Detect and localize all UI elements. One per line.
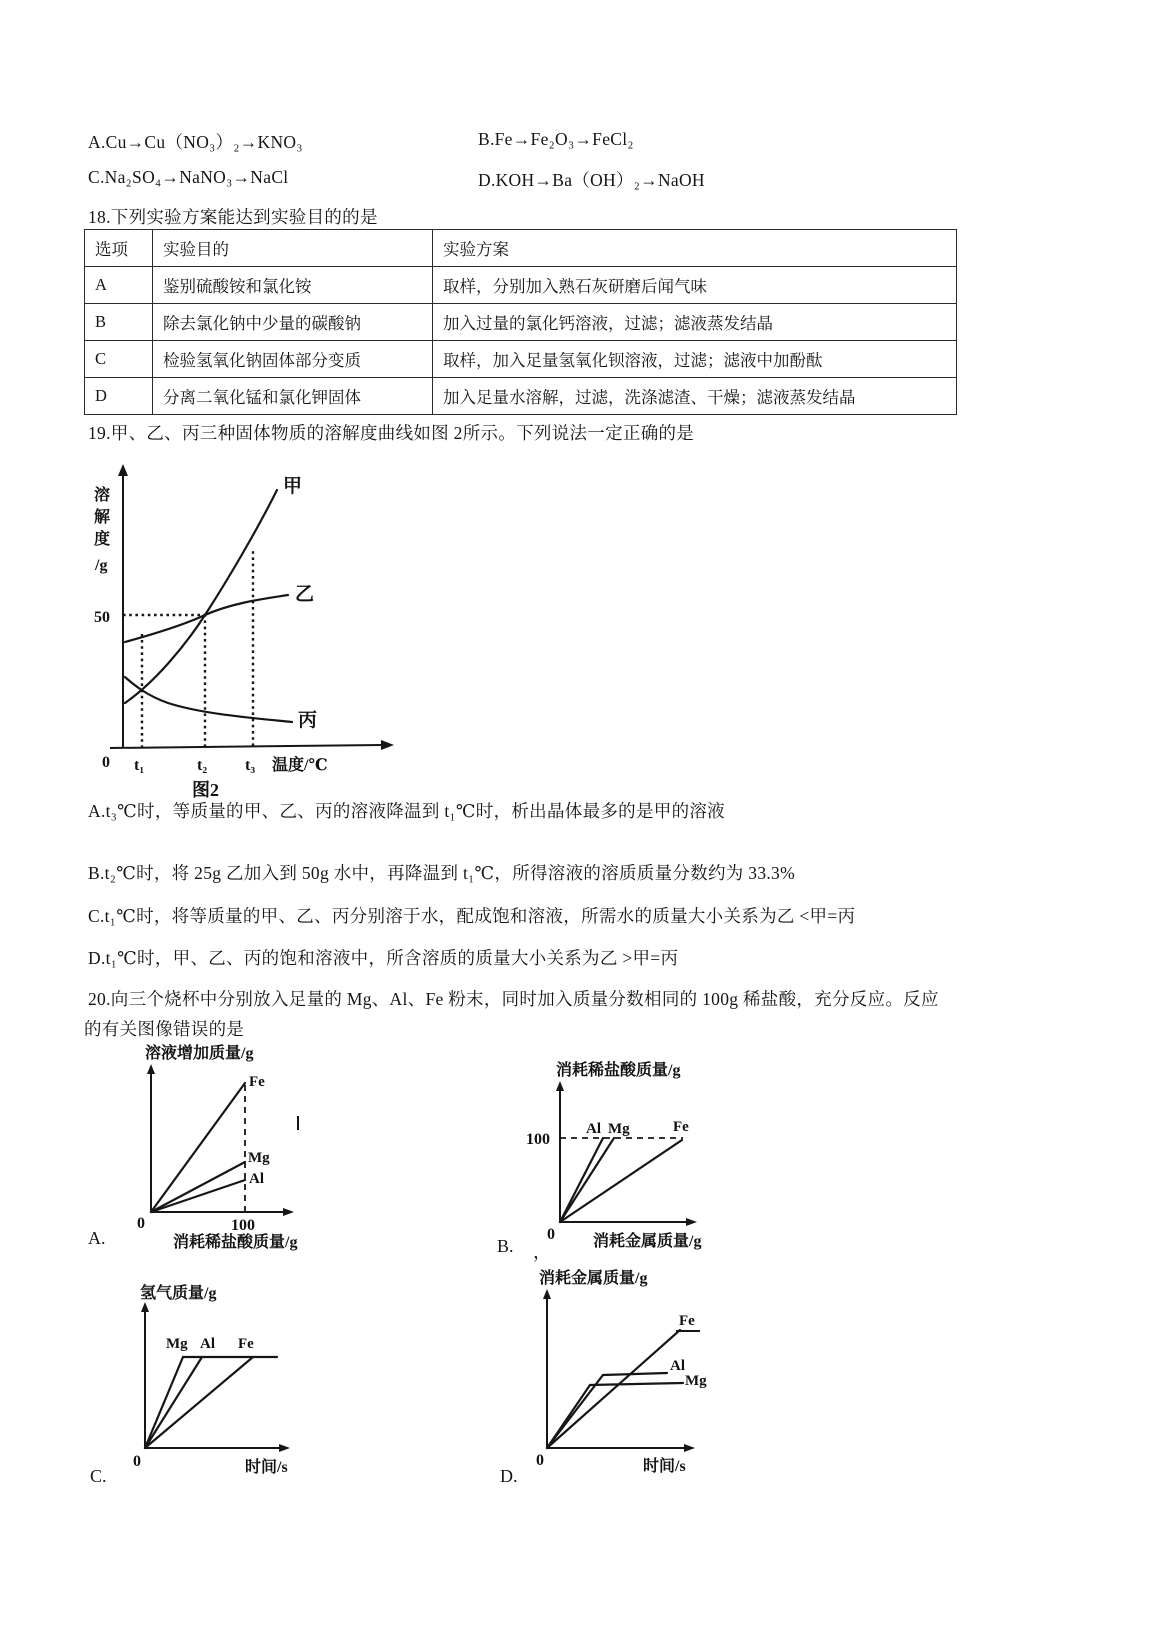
- chart-d-y-axis-arrow: [543, 1289, 551, 1299]
- q17-option-c: C.Na₂SO₄→NaNO₃→NaCl: [88, 167, 289, 187]
- q18-row-a-purpose: 鉴别硫酸铵和氯化铵: [153, 267, 433, 304]
- q20-chart-b: [490, 1055, 720, 1255]
- chart-d-label-al: Al: [670, 1358, 685, 1374]
- chart-a-origin: 0: [137, 1215, 145, 1232]
- chart-d-x-axis-arrow: [684, 1444, 695, 1452]
- q18-row-d-option: D: [85, 378, 153, 415]
- q18-header-option: 选项: [85, 230, 153, 267]
- chart-b-origin: 0: [547, 1226, 555, 1243]
- q18-row-b-purpose: 除去氯化钠中少量的碳酸钠: [153, 304, 433, 341]
- q18-row-d-purpose: 分离二氧化锰和氯化钾固体: [153, 378, 433, 415]
- chart-c-label-mg: Mg: [166, 1336, 188, 1352]
- q18-table-header-row: [85, 230, 957, 267]
- chart-c-ylabel: 氢气质量/g: [140, 1285, 217, 1302]
- q20-chart-d: [495, 1265, 745, 1480]
- chart-b-x-axis-arrow: [686, 1218, 697, 1226]
- x-tick-t3: t₃: [245, 757, 256, 774]
- q18-row-b-option: B: [85, 304, 153, 341]
- chart-b-ylabel: 消耗稀盐酸质量/g: [556, 1062, 681, 1079]
- chart-a-label-mg: Mg: [248, 1150, 270, 1166]
- q19-option-a: A.t₃℃时，等质量的甲、乙、丙的溶液降温到 t₁℃时，析出晶体最多的是甲的溶液: [88, 801, 725, 821]
- chart-a-xtick-100: 100: [231, 1217, 255, 1234]
- chart-c-line-al: [145, 1357, 202, 1448]
- q20-graph-c-letter: C.: [90, 1466, 107, 1486]
- curve-yi: [125, 595, 288, 642]
- x-axis-label: 温度/℃: [272, 757, 328, 774]
- table-row: [85, 341, 957, 378]
- chart-b-label-mg: Mg: [608, 1121, 630, 1137]
- y-axis-label-char1: 溶: [94, 487, 111, 504]
- y-tick-50: 50: [94, 609, 110, 626]
- q17-option-d: D.KOH→Ba（OH）₂→NaOH: [478, 170, 705, 190]
- q20-graph-d-letter: D.: [500, 1466, 518, 1486]
- q19-option-d: D.t₁℃时，甲、乙、丙的饱和溶液中，所含溶质的质量大小关系为乙 >甲=丙: [88, 948, 679, 968]
- q20-graph-a-letter: A.: [88, 1228, 106, 1248]
- q20-stem-line1: 20.向三个烧杯中分别放入足量的 Mg、Al、Fe 粉末，同时加入质量分数相同的 100g 稀盐酸，充分反应。反应: [88, 989, 939, 1009]
- chart-b-line-mg: [560, 1138, 614, 1222]
- curve-label-bing: 丙: [298, 710, 318, 731]
- chart-c-x-axis-arrow: [279, 1444, 290, 1452]
- q18-row-c-plan: 取样，加入足量氢氧化钡溶液，过滤；滤液中加酚酞: [433, 341, 957, 378]
- curve-label-yi: 乙: [295, 584, 315, 605]
- chart-b-label-fe: Fe: [673, 1119, 689, 1135]
- x-axis: [110, 745, 386, 748]
- chart-b-line-al: [560, 1138, 603, 1222]
- chart-b-xlabel: 消耗金属质量/g: [593, 1233, 702, 1250]
- q18-row-a-option: A: [85, 267, 153, 304]
- q20-stem-line2: 的有关图像错误的是: [84, 1019, 245, 1039]
- q18-stem: 18.下列实验方案能达到实验目的的是: [88, 207, 378, 227]
- chart-c-line-mg: [145, 1357, 277, 1448]
- x-axis-arrow: [381, 740, 394, 750]
- chart-b-label-al: Al: [586, 1121, 601, 1137]
- y-axis-arrow: [118, 464, 128, 476]
- chart-b-y-axis-arrow: [556, 1081, 564, 1091]
- q19-option-b: B.t₂℃时，将 25g 乙加入到 50g 水中，再降温到 t₁℃，所得溶液的溶质质量分数约为 33.3%: [88, 863, 795, 883]
- q20-graph-b-letter: B.: [497, 1236, 514, 1256]
- q17-option-a: A.Cu→Cu（NO₃）₂→KNO₃: [88, 132, 303, 152]
- q18-header-purpose: 实验目的: [153, 230, 433, 267]
- chart-b-ytick-100: 100: [526, 1131, 550, 1148]
- chart-d-ylabel: 消耗金属质量/g: [539, 1270, 648, 1287]
- chart-c-label-fe: Fe: [238, 1336, 254, 1352]
- figure-caption: 图2: [192, 780, 219, 800]
- chart-a-label-fe: Fe: [249, 1074, 265, 1090]
- table-row: [85, 378, 957, 415]
- chart-c-xlabel: 时间/s: [245, 1459, 288, 1476]
- y-axis-label-char3: 度: [94, 531, 111, 548]
- chart-b-line-fe: [560, 1140, 682, 1222]
- chart-a-y-axis-arrow: [147, 1064, 155, 1074]
- q18-row-b-plan: 加入过量的氯化钙溶液，过滤；滤液蒸发结晶: [433, 304, 957, 341]
- chart-a-line-fe: [151, 1083, 245, 1212]
- q19-option-c: C.t₁℃时，将等质量的甲、乙、丙分别溶于水，配成饱和溶液，所需水的质量大小关系为乙 <甲=丙: [88, 906, 856, 926]
- chart-a-ylabel: 溶液增加质量/g: [145, 1045, 254, 1062]
- chart-a-line-al: [151, 1180, 245, 1212]
- solubility-chart: [80, 450, 420, 802]
- chart-a-label-al: Al: [249, 1171, 264, 1187]
- q19-stem: 19.甲、乙、丙三种固体物质的溶解度曲线如图 2所示。下列说法一定正确的是: [88, 423, 695, 443]
- curve-label-jia: 甲: [283, 476, 303, 497]
- chart-d-line-mg: [547, 1383, 683, 1448]
- curve-bing: [125, 677, 292, 722]
- q20-graph-b-stray-comma: ，: [533, 1242, 551, 1262]
- q18-row-c-purpose: 检验氢氧化钠固体部分变质: [153, 341, 433, 378]
- chart-a-x-axis-arrow: [283, 1208, 294, 1216]
- chart-c-y-axis-arrow: [141, 1302, 149, 1312]
- q18-row-d-plan: 加入足量水溶解，过滤，洗涤滤渣、干燥；滤液蒸发结晶: [433, 378, 957, 415]
- x-tick-t2: t₂: [197, 757, 208, 774]
- q17-option-b: B.Fe→Fe₂O₃→FeCl₂: [478, 129, 634, 149]
- chart-c-origin: 0: [133, 1453, 141, 1470]
- chart-a-line-mg: [151, 1162, 245, 1212]
- table-row: [85, 304, 957, 341]
- q18-header-plan: 实验方案: [433, 230, 957, 267]
- q20-chart-c: [90, 1280, 308, 1480]
- q18-row-c-option: C: [85, 341, 153, 378]
- x-tick-t1: t₁: [134, 757, 145, 774]
- q20-chart-a: [85, 1040, 320, 1252]
- chart-d-label-fe: Fe: [679, 1313, 695, 1329]
- chart-d-line-fe: [547, 1330, 680, 1448]
- q18-table: [84, 229, 957, 415]
- chart-d-xlabel: 时间/s: [643, 1458, 686, 1475]
- q18-row-a-plan: 取样，分别加入熟石灰研磨后闻气味: [433, 267, 957, 304]
- chart-a-xlabel: 消耗稀盐酸质量/g: [173, 1234, 298, 1251]
- y-axis-label-unit: /g: [95, 557, 108, 574]
- chart-d-label-mg: Mg: [685, 1373, 707, 1389]
- origin-label: 0: [102, 754, 110, 771]
- y-axis-label-char2: 解: [94, 509, 111, 526]
- chart-c-line-fe: [145, 1357, 253, 1448]
- table-row: [85, 267, 957, 304]
- chart-c-label-al: Al: [200, 1336, 215, 1352]
- chart-d-origin: 0: [536, 1452, 544, 1469]
